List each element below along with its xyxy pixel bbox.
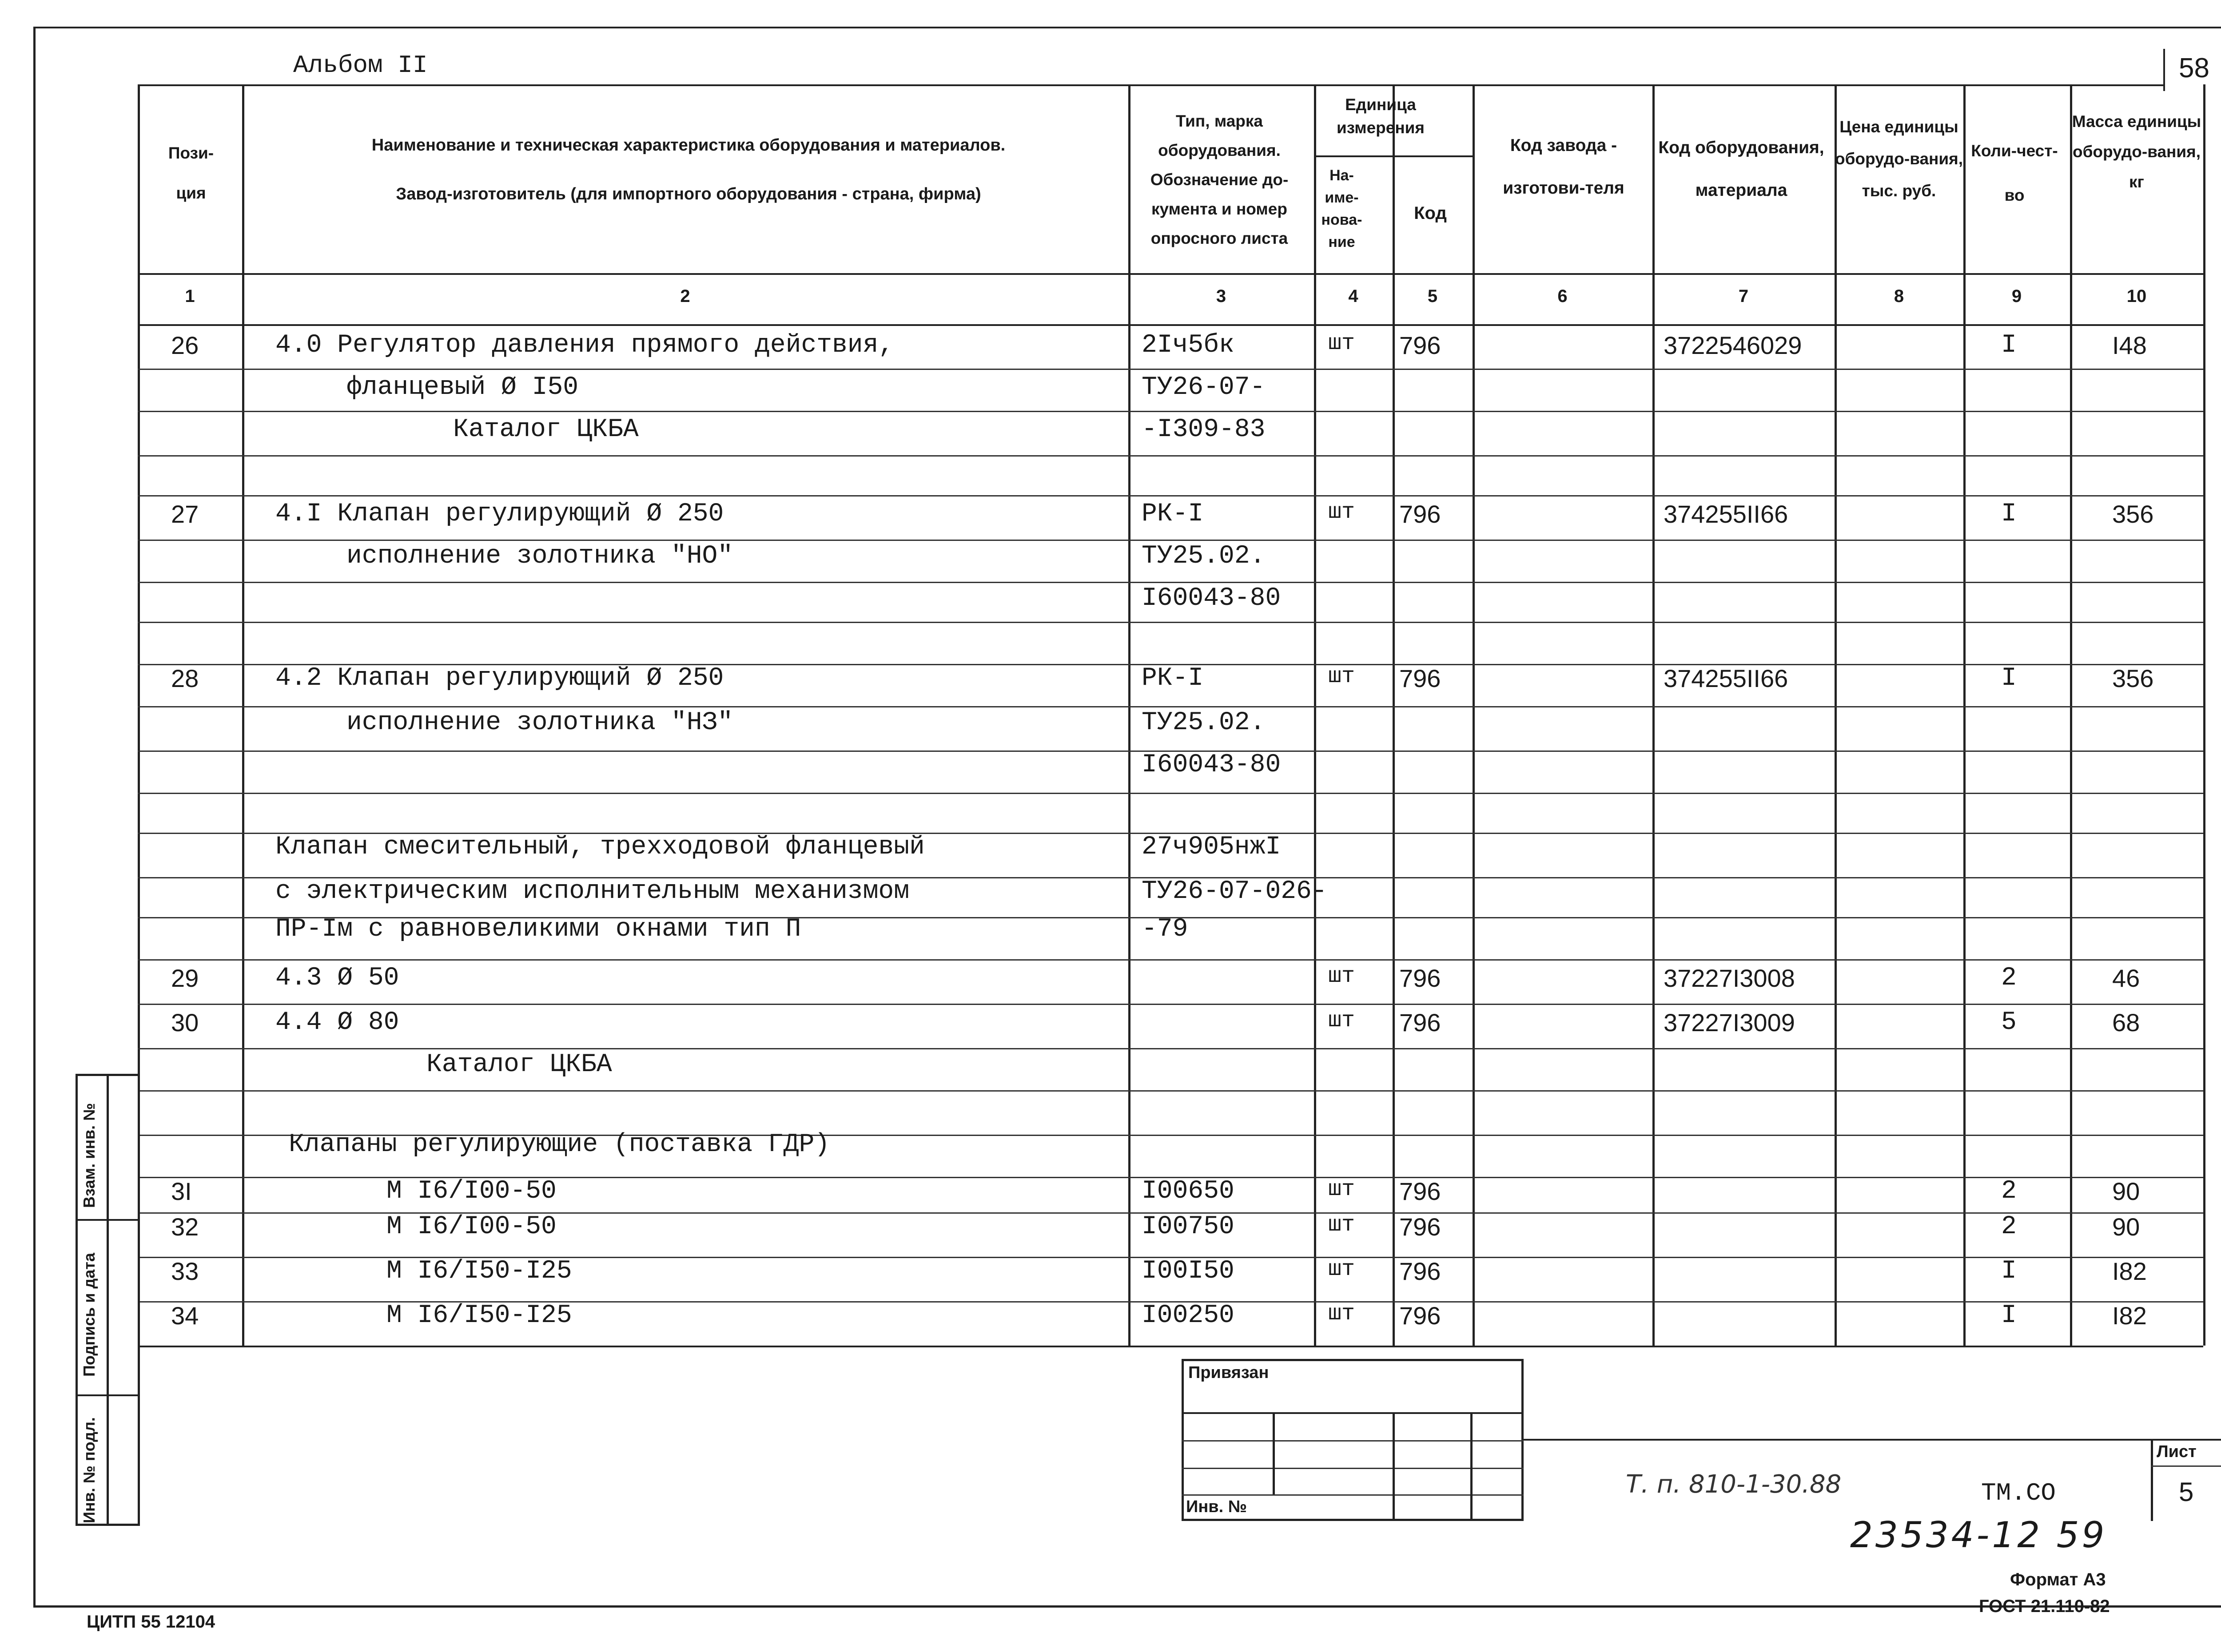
cell-unit: шт (1328, 664, 1355, 689)
cell-position: 32 (171, 1213, 199, 1241)
table-row-line (138, 369, 2203, 370)
table-row-line (138, 455, 2203, 457)
cell-name: 4.0 Регулятор давления прямого действия, (275, 331, 894, 360)
cell-type: ТУ26-07- (1142, 373, 1266, 402)
side-label-vzam: Взам. инв. № (80, 1103, 98, 1208)
table-row-line (138, 1048, 2203, 1049)
cell-type: I00750 (1142, 1212, 1234, 1241)
cell-type: -I309-83 (1142, 415, 1266, 444)
header-unit-code: Код (1414, 203, 1447, 223)
cell-name: М I6/I00-50 (386, 1177, 557, 1206)
column-number: 4 (1348, 286, 1358, 306)
column-number: 2 (680, 286, 690, 306)
cell-position: 26 (171, 331, 199, 359)
cell-type: I00250 (1142, 1301, 1234, 1330)
cell-equip-code: 37227I3009 (1664, 1009, 1795, 1036)
cell-mass: 356 (2112, 664, 2154, 692)
cell-name: 4.4 Ø 80 (275, 1008, 399, 1037)
cell-unit-code: 796 (1399, 1213, 1441, 1241)
cell-qty: I (2001, 500, 2017, 528)
side-label-podpis: Подпись и дата (80, 1253, 98, 1377)
stamp-inv-no: Инв. № (1186, 1497, 1247, 1516)
table-column-line (2203, 84, 2205, 1346)
footer-gost: ГОСТ 21.110-82 (1979, 1596, 2110, 1616)
header-price: Цена единицы оборудо-вания, тыс. руб. (1835, 118, 1963, 200)
column-number: 1 (185, 286, 195, 306)
header-mass: Масса единицы оборудо-вания, кг (2072, 112, 2201, 191)
cell-mass: 90 (2112, 1177, 2140, 1205)
column-number: 8 (1894, 286, 1904, 306)
footer-format: Формат А3 (2010, 1570, 2106, 1589)
cell-type: ТУ25.02. (1142, 708, 1266, 737)
cell-type: I60043-80 (1142, 584, 1281, 613)
cell-name: 4.3 Ø 50 (275, 964, 399, 993)
table-row-line (138, 411, 2203, 412)
cell-name: исполнение золотника "НО" (346, 542, 733, 571)
cell-type: РК-I (1142, 664, 1204, 693)
cell-unit-code: 796 (1399, 1257, 1441, 1285)
cell-name: фланцевый Ø I50 (346, 373, 579, 402)
side-strip-h1 (76, 1219, 140, 1221)
cell-name: Каталог ЦКБА (453, 415, 639, 444)
stamp-list-number: 5 (2179, 1477, 2194, 1507)
column-number: 6 (1557, 286, 1568, 306)
stamp-v-1 (1273, 1412, 1275, 1494)
cell-unit: шт (1328, 331, 1355, 356)
cell-position: 33 (171, 1257, 199, 1285)
handwritten-number: 23534-12 59 (1850, 1514, 2107, 1556)
cell-unit-code: 796 (1399, 1302, 1441, 1330)
cell-unit: шт (1328, 1257, 1355, 1282)
cell-name: М I6/I50-I25 (386, 1257, 572, 1286)
cell-type: -79 (1142, 915, 1188, 944)
column-number: 7 (1738, 286, 1749, 306)
cell-mass: 46 (2112, 964, 2140, 992)
table-row-line (138, 959, 2203, 961)
cell-qty: I (2001, 331, 2017, 360)
cell-unit-code: 796 (1399, 1009, 1441, 1036)
column-number: 10 (2126, 286, 2147, 306)
cell-equip-code: 3722546029 (1664, 331, 1802, 359)
stamp-privyazan: Привязан (1188, 1363, 1269, 1382)
cell-mass: I82 (2112, 1257, 2147, 1285)
side-strip-divider (107, 1074, 109, 1526)
cell-type: ТУ26-07-026- (1142, 877, 1327, 906)
header-bottom-line (138, 273, 2203, 275)
table-row-line (138, 1004, 2203, 1005)
title-block-top (1524, 1439, 2221, 1441)
album-underline (138, 84, 2163, 86)
cell-qty: I (2001, 1257, 2017, 1286)
header-type: Тип, марка оборудования. Обозначение до-кумента и номер опросного листа (1150, 112, 1289, 247)
cell-name: 4.I Клапан регулирующий Ø 250 (275, 500, 724, 528)
header-name-line1: Наименование и техническая характеристика оборудования и материалов. (371, 136, 1006, 155)
cell-mass: I82 (2112, 1302, 2147, 1330)
cell-mass: 356 (2112, 500, 2154, 528)
cell-unit: шт (1328, 1212, 1355, 1238)
cell-equip-code: 374255II66 (1664, 664, 1788, 692)
stamp-code: ТМ.СО (1981, 1479, 2056, 1507)
cell-name: Клапаны регулирующие (поставка ГДР) (289, 1130, 830, 1159)
side-label-inv-podl: Инв. № подл. (80, 1417, 98, 1523)
cell-type: 27ч905нжI (1142, 833, 1281, 862)
table-row-line (138, 1090, 2203, 1092)
page-number: 58 (2179, 53, 2209, 83)
unit-subheader-line (1314, 155, 1473, 157)
cell-unit-code: 796 (1399, 331, 1441, 359)
cell-name: М I6/I00-50 (386, 1212, 557, 1241)
cell-position: 34 (171, 1302, 199, 1330)
table-row-line (138, 582, 2203, 583)
side-strip-h2 (76, 1394, 140, 1396)
cell-position: 28 (171, 664, 199, 692)
cell-type: I00I50 (1142, 1257, 1234, 1286)
header-unit: Единица измерения (1336, 95, 1425, 137)
cell-mass: 68 (2112, 1009, 2140, 1036)
header-unit-name: На-име-нова-ние (1321, 167, 1362, 250)
cell-unit: шт (1328, 1177, 1355, 1202)
cell-name: ПР-Iм с равновеликими окнами тип П (275, 915, 801, 944)
header-name-line2: Завод-изготовитель (для импортного оборудования - страна, фирма) (396, 185, 981, 203)
title-block-sheet-line (2151, 1465, 2221, 1467)
cell-unit-code: 796 (1399, 500, 1441, 528)
column-number: 5 (1427, 286, 1438, 306)
cell-unit: шт (1328, 964, 1355, 989)
cell-name: М I6/I50-I25 (386, 1301, 572, 1330)
cell-unit: шт (1328, 1008, 1355, 1033)
cell-qty: I (2001, 664, 2017, 693)
cell-name: 4.2 Клапан регулирующий Ø 250 (275, 664, 724, 693)
header-factory-code: Код завода - изготови-теля (1503, 136, 1624, 198)
cell-type: 2Iч5бк (1142, 331, 1234, 360)
cell-type: ТУ25.02. (1142, 542, 1266, 571)
cell-name: исполнение золотника "НЗ" (346, 708, 733, 737)
cell-unit: шт (1328, 500, 1355, 525)
cell-type: I60043-80 (1142, 751, 1281, 779)
cell-position: 27 (171, 500, 199, 528)
table-row-line (138, 622, 2203, 623)
cell-type: РК-I (1142, 500, 1204, 528)
cell-position: 3I (171, 1177, 192, 1205)
cell-position: 29 (171, 964, 199, 992)
cell-qty: 2 (2001, 1177, 2017, 1206)
cell-name: с электрическим исполнительным механизмом (275, 877, 910, 906)
album-title: Альбом II (293, 51, 428, 79)
table-row-line (138, 495, 2203, 496)
cell-unit-code: 796 (1399, 664, 1441, 692)
column-number: 9 (2011, 286, 2022, 306)
cell-unit: шт (1328, 1301, 1355, 1326)
stamp-designation: Т. п. 810-1-30.88 (1626, 1470, 1842, 1499)
table-bottom-line (138, 1346, 2203, 1347)
cell-name: Клапан смесительный, трехходовой фланцевый (275, 833, 925, 862)
cell-unit-code: 796 (1399, 964, 1441, 992)
header-position: Пози- ция (168, 144, 214, 202)
cell-equip-code: 37227I3008 (1664, 964, 1795, 992)
footer-printer: ЦИТП 55 12104 (87, 1612, 215, 1632)
table-row-line (138, 706, 2203, 707)
number-row-bottom-line (138, 324, 2203, 326)
stamp-v-3 (1470, 1412, 1473, 1521)
cell-qty: 5 (2001, 1008, 2017, 1037)
sheet-border (33, 27, 2221, 1608)
cell-mass: 90 (2112, 1213, 2140, 1241)
header-qty: Коли-чест-во (1971, 142, 2058, 204)
cell-position: 30 (171, 1009, 199, 1036)
cell-type: I00650 (1142, 1177, 1234, 1206)
sheet-bottom-rule (33, 1605, 2221, 1608)
cell-equip-code: 374255II66 (1664, 500, 1788, 528)
cell-qty: I (2001, 1301, 2017, 1330)
cell-qty: 2 (2001, 964, 2017, 993)
column-number: 3 (1216, 286, 1226, 306)
cell-name: Каталог ЦКБА (426, 1050, 612, 1079)
stamp-list-label: Лист (2157, 1442, 2197, 1461)
table-row-line (138, 540, 2203, 541)
cell-unit-code: 796 (1399, 1177, 1441, 1205)
title-block-sheet-div (2151, 1439, 2153, 1521)
table-row-line (138, 793, 2203, 794)
cell-qty: 2 (2001, 1212, 2017, 1241)
stamp-v-2 (1393, 1412, 1395, 1521)
cell-mass: I48 (2112, 331, 2147, 359)
header-equip-code: Код оборудования, материала (1658, 138, 1824, 200)
